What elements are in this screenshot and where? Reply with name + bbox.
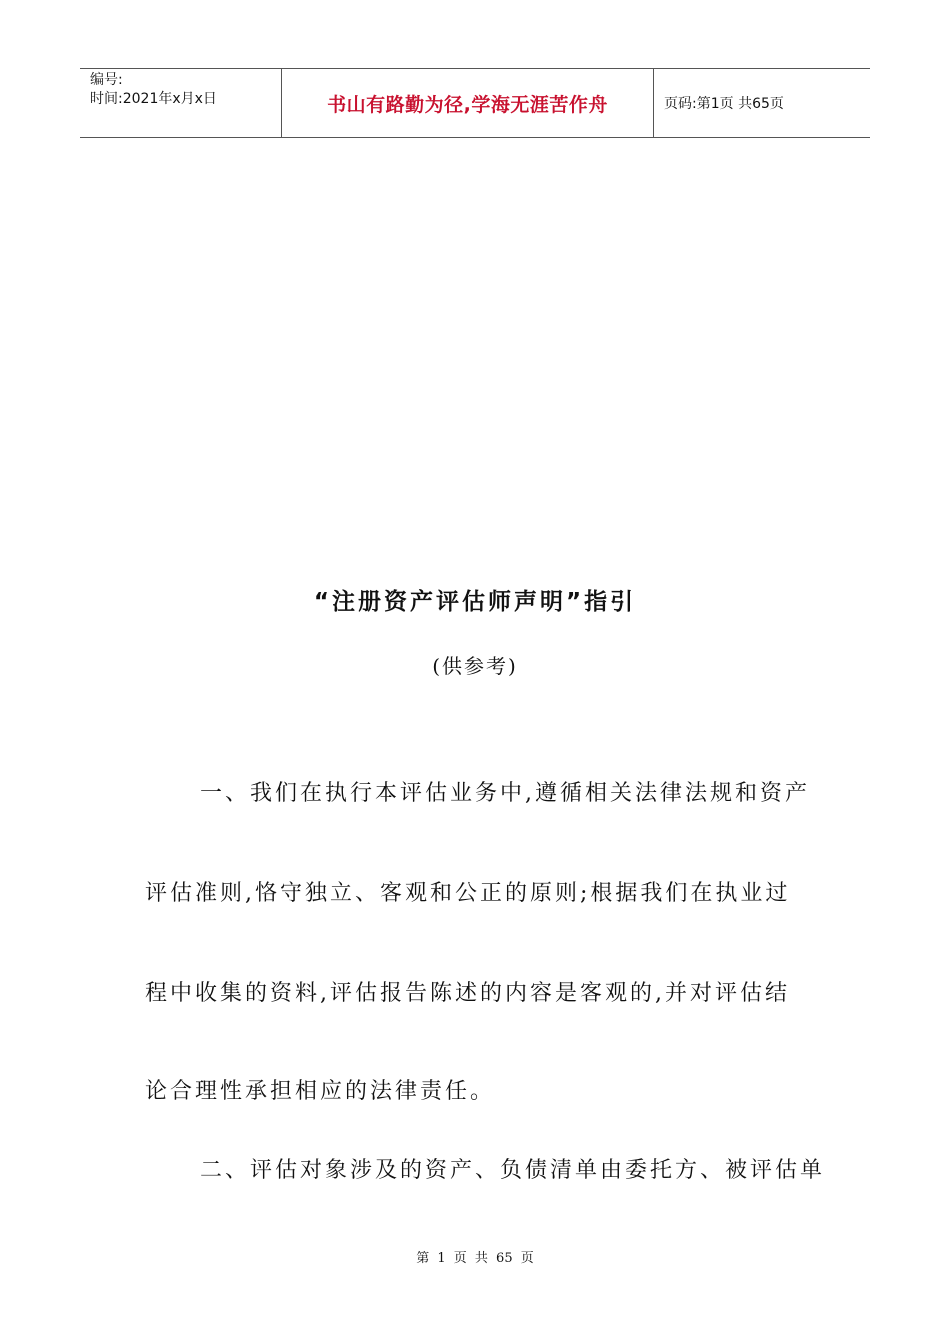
body-line-4: 论合理性承担相应的法律责任。: [145, 1079, 496, 1104]
page-footer: 第 1 页 共 65 页: [416, 1251, 534, 1266]
document-time-label: 时间:2021年x月x日: [90, 91, 217, 107]
header-motto: 书山有路勤为径,学海无涯苦作舟: [282, 69, 654, 137]
body-line-1: 一、我们在执行本评估业务中,遵循相关法律法规和资产: [200, 781, 810, 806]
body-line-2: 评估准则,恪守独立、客观和公正的原则;根据我们在执业过: [145, 881, 791, 906]
page-header: [80, 68, 870, 138]
document-number-label: 编号:: [90, 72, 123, 88]
header-meta: [80, 69, 282, 137]
body-line-3: 程中收集的资料,评估报告陈述的内容是客观的,并对评估结: [145, 981, 790, 1006]
body-line-5: 二、评估对象涉及的资产、负债清单由委托方、被评估单: [200, 1158, 826, 1183]
document-title: “注册资产评估师声明”指引: [313, 589, 637, 615]
document-subtitle: (供参考): [432, 654, 518, 678]
header-page-info: 页码:第1页 共65页: [664, 96, 784, 112]
